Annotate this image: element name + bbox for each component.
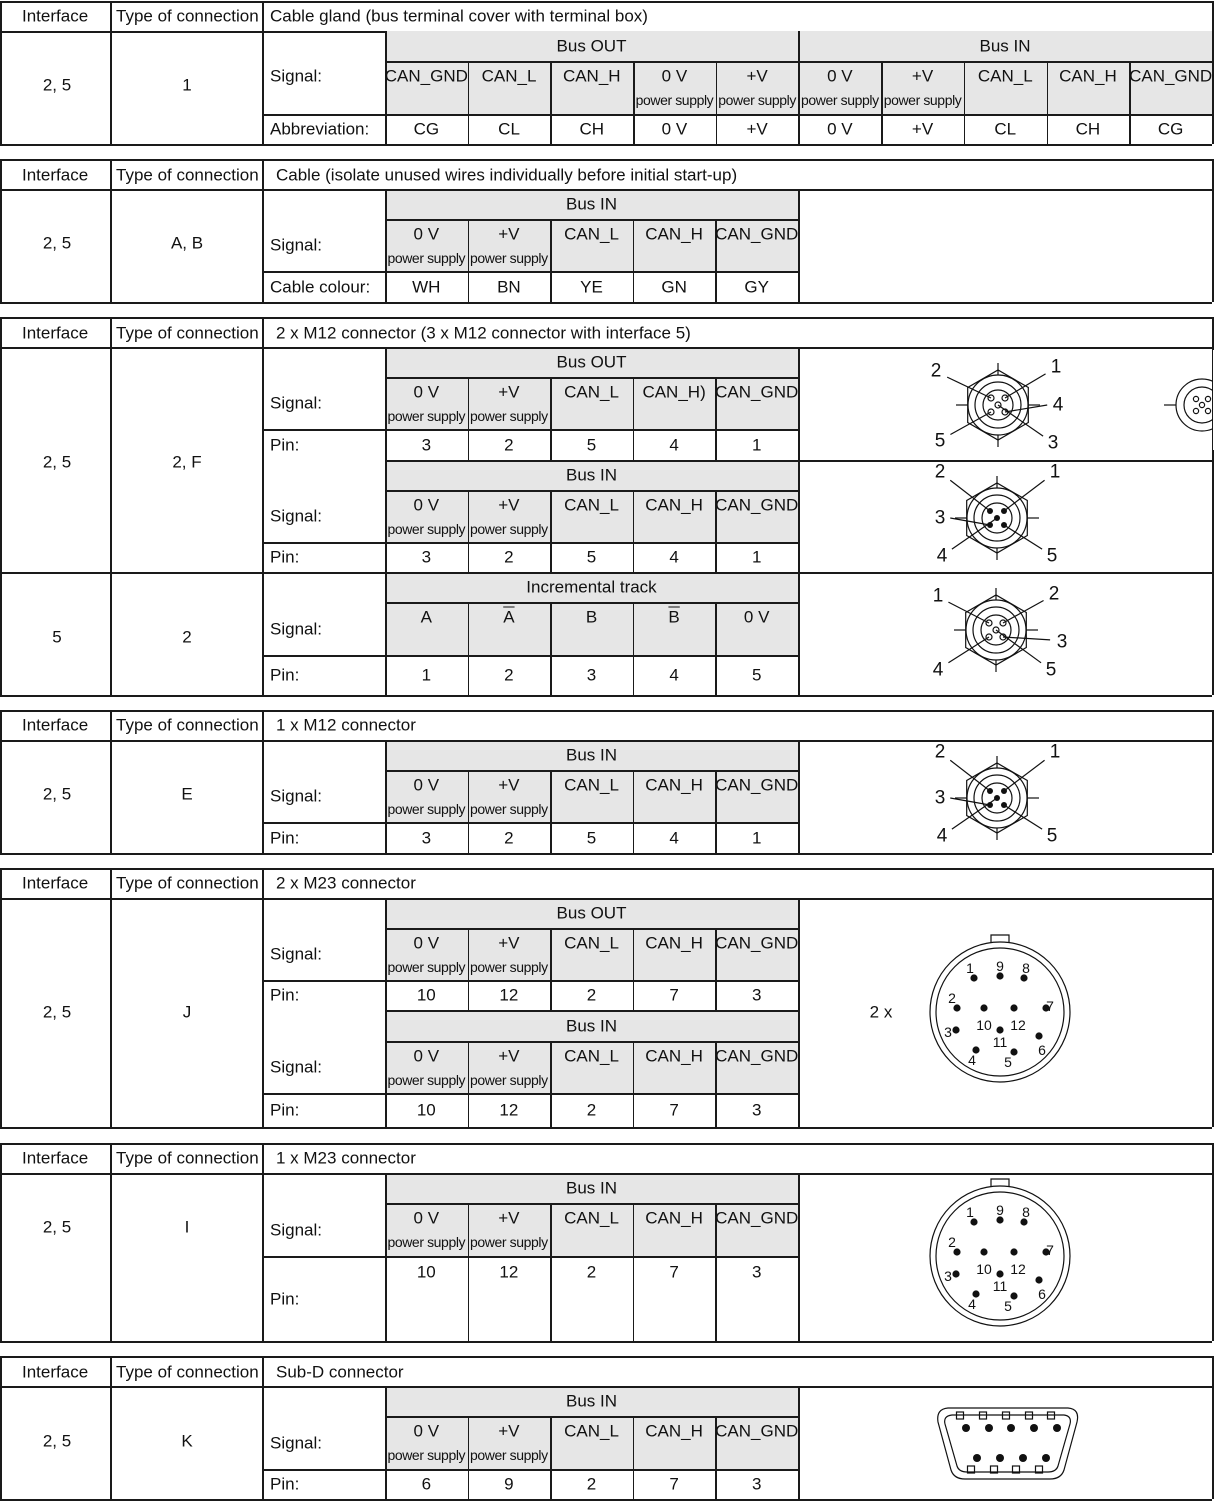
signal-cell: CAN_GND [384, 66, 468, 86]
pin-number-label: 2 [1048, 583, 1060, 605]
interface-value: 2, 5 [42, 784, 72, 804]
interface-header: Interface [22, 165, 89, 185]
signal-cell: CAN_L [564, 1421, 619, 1441]
signal-cell: +V [498, 1208, 520, 1228]
power-supply-note: power supply [387, 250, 466, 266]
pin-number-label: 1 [1049, 741, 1061, 763]
type-header: Type of connection [116, 165, 259, 185]
pin-number-label: 1 [966, 1204, 974, 1220]
abbreviation-cell: CH [579, 119, 605, 139]
interface-header: Interface [22, 1148, 89, 1168]
pin-number-label: 5 [1004, 1054, 1012, 1070]
abbreviation-cell: +V [746, 119, 768, 139]
pin-dot [1030, 1424, 1038, 1432]
m12-connector-icon [950, 476, 1044, 560]
signal-label: Signal: [270, 66, 322, 86]
signal-cell: CAN_GND [715, 1421, 799, 1441]
pin-cell: 4 [669, 435, 679, 454]
signal-cell: 0 V [413, 224, 440, 244]
power-supply-note: power supply [470, 1234, 548, 1250]
abbreviation-cell: CL [994, 119, 1017, 139]
pin-cell: 7 [669, 1100, 679, 1120]
type-header: Type of connection [116, 323, 259, 343]
type-header: Type of connection [116, 873, 259, 893]
signal-cell: CAN_H [645, 775, 703, 795]
signal-label: Signal: [270, 786, 322, 806]
pin-cell: 12 [499, 1262, 519, 1282]
table-title: 2 x M12 connector (3 x M12 connector with interface 5) [276, 323, 691, 343]
leader-line [950, 480, 990, 511]
pin-dot [1035, 1276, 1042, 1283]
pin-number-label: 10 [976, 1017, 992, 1033]
pin-dot [1042, 1454, 1050, 1462]
interface-header: Interface [22, 873, 89, 893]
pin-cell: 2 [504, 665, 514, 685]
power-supply-note: power supply [387, 1072, 466, 1088]
signal-cell: $\overline{B}$ [668, 607, 680, 627]
pin-dot [996, 1270, 1003, 1277]
signal-cell: CAN_GND [715, 1208, 799, 1228]
type-value: A, B [170, 233, 204, 253]
pin-cell: 7 [669, 1474, 679, 1494]
pin-number-label: 5 [1046, 825, 1058, 847]
abbreviation-cell: 0 V [661, 119, 688, 139]
section-label: Bus IN [979, 36, 1031, 56]
pin-cell: 5 [586, 828, 597, 847]
pin-number-label: 3 [944, 1268, 952, 1284]
leader-line [950, 760, 990, 791]
power-supply-note: power supply [470, 959, 548, 975]
table-title: Cable (isolate unused wires individually before initial start-up) [276, 165, 738, 185]
pin-cell: 4 [669, 547, 679, 567]
row-label: Pin: [270, 1100, 300, 1120]
multiplier-label: 2 x [869, 1002, 893, 1022]
row-label: Pin: [270, 985, 300, 1005]
pin-cell: 2 [586, 985, 597, 1005]
pin-number-label: 9 [996, 1202, 1004, 1218]
interface-header: Interface [22, 1362, 89, 1382]
power-supply-note: power supply [387, 408, 466, 424]
pin-cell: 4 [669, 665, 679, 685]
section-label: Bus IN [565, 1391, 618, 1411]
leader-line [948, 602, 989, 623]
signal-cell: 0 V [661, 66, 688, 86]
section-label: Bus IN [565, 465, 618, 485]
power-supply-note: power supply [635, 92, 714, 108]
pin-cell: 7 [669, 1262, 679, 1282]
socket-hole [1205, 408, 1210, 413]
pin-number-label: 8 [1022, 960, 1030, 976]
power-supply-note: power supply [470, 1447, 548, 1463]
signal-label: Signal: [270, 235, 322, 255]
pin-dot [1007, 1424, 1015, 1432]
interface-value: 2, 5 [42, 452, 72, 472]
signal-label: Signal: [270, 1057, 322, 1077]
pin-number-label: 1 [932, 585, 944, 607]
abbreviation-cell: CH [1075, 119, 1101, 139]
pin-number-label: 7 [1046, 1242, 1054, 1258]
row-label: Pin: [270, 665, 300, 685]
signal-cell: CAN_GND [715, 1046, 799, 1066]
type-value: 2, F [172, 452, 202, 472]
pin-dot [980, 1004, 987, 1011]
signal-label: Signal: [270, 506, 322, 526]
socket-hole [1193, 408, 1198, 413]
pin-cell: 2 [586, 1262, 597, 1282]
pin-cell: 2 [586, 1474, 597, 1494]
signal-cell: CAN_L [564, 224, 619, 244]
power-supply-note: power supply [470, 250, 548, 266]
pin-cell: 5 [751, 665, 762, 685]
pin-cell: 5 [586, 547, 597, 567]
pin-cell: 10 [416, 985, 436, 1005]
pin-cell: 9 [504, 1474, 514, 1494]
pin-cell: 3 [751, 985, 762, 1005]
power-supply-note: power supply [883, 92, 962, 108]
pin-number-label: 4 [968, 1052, 976, 1068]
signal-cell: CAN_H [645, 495, 703, 515]
signal-label: Signal: [270, 1220, 322, 1239]
pin-number-label: 5 [934, 430, 946, 452]
type-header: Type of connection [116, 1148, 259, 1168]
socket-hole [1205, 396, 1210, 401]
interface-value: 2, 5 [42, 1217, 72, 1237]
pin-number-label: 2 [934, 461, 946, 483]
interface-value: 5 [52, 627, 62, 647]
signal-cell: +V [498, 933, 520, 953]
power-supply-note: power supply [387, 521, 466, 537]
power-supply-note: power supply [470, 408, 548, 424]
sub-d-connector-icon [938, 1408, 1078, 1479]
leader-line [950, 798, 990, 805]
interface-header: Interface [22, 323, 89, 343]
pin-cell: 10 [416, 1100, 436, 1120]
signal-cell: CAN_H [562, 66, 621, 86]
m12-connector-icon-partial [1164, 350, 1227, 450]
pin-number-label: 11 [992, 1278, 1008, 1294]
section-label: Bus OUT [556, 352, 627, 372]
pin-number-label: 5 [1046, 545, 1058, 567]
m12-connector-icon [947, 363, 1047, 447]
pin-cell: 12 [499, 1100, 519, 1120]
pin-dot [962, 1424, 970, 1432]
row-label: Pin: [270, 435, 300, 454]
table-title: 2 x M23 connector [276, 873, 416, 893]
signal-cell: CAN_L [564, 775, 619, 795]
pin-number-label: 12 [1010, 1017, 1026, 1033]
pin-number-label: 2 [948, 1234, 956, 1250]
pin-dot [996, 1454, 1004, 1462]
pin-cell: 3 [751, 1474, 762, 1494]
signal-cell: CAN_H) [642, 382, 706, 402]
pin-dot [1035, 1032, 1042, 1039]
signal-cell: 0 V [413, 1208, 440, 1228]
signal-cell: CAN_GND [715, 495, 799, 515]
interface-header: Interface [22, 6, 89, 26]
pin-cell: 2 [504, 547, 514, 567]
power-supply-note: power supply [387, 801, 466, 817]
shell-inner [945, 1415, 1071, 1472]
signal-label: Signal: [270, 1433, 322, 1452]
m12-connector-icon [950, 756, 1044, 840]
signal-cell: 0 V [743, 607, 770, 627]
signal-cell: 0 V [413, 933, 440, 953]
table-title: 1 x M12 connector [276, 715, 416, 735]
pin-number-label: 1 [1049, 461, 1061, 483]
signal-cell: CAN_L [564, 933, 619, 953]
power-supply-note: power supply [800, 92, 879, 108]
signal-cell: CAN_L [564, 1208, 619, 1228]
pin-number-label: 9 [996, 958, 1004, 974]
abbreviation-cell: CG [1157, 119, 1184, 139]
type-value: K [181, 1431, 193, 1451]
power-supply-note: power supply [470, 1072, 548, 1088]
type-value: I [184, 1217, 190, 1237]
signal-cell: +V [498, 224, 520, 244]
signal-cell: B [585, 607, 598, 627]
section-label: Bus IN [565, 194, 618, 214]
pin-cell: 3 [751, 1262, 762, 1282]
type-value: E [181, 784, 193, 804]
row-label: Cable colour: [270, 277, 371, 296]
section-label: Bus IN [565, 745, 618, 765]
row-label: Abbreviation: [270, 119, 370, 139]
pin-cell: 7 [669, 985, 679, 1005]
pin-number-label: 11 [992, 1034, 1008, 1050]
pin-cell: 3 [421, 547, 432, 567]
socket-hole [1193, 396, 1198, 401]
type-value: 2 [182, 627, 192, 647]
pin-cell: 1 [751, 828, 762, 847]
pin-number-label: 5 [1045, 659, 1057, 681]
pin-number-label: 3 [934, 507, 946, 529]
pin-dot [1010, 1004, 1017, 1011]
pin-dot [985, 1424, 993, 1432]
type-value: 1 [182, 75, 192, 95]
signal-cell: CAN_H [645, 1208, 703, 1228]
pin-number-label: 4 [936, 825, 948, 847]
signal-cell: 0 V [413, 1046, 440, 1066]
pin-cell: 3 [421, 828, 432, 847]
pin-cell: 3 [586, 665, 597, 685]
pin-cell: 10 [416, 1262, 436, 1282]
signal-cell: CAN_GND [715, 382, 799, 402]
signal-cell: A [420, 607, 432, 627]
pin-cell: 12 [499, 985, 519, 1005]
signal-cell: CAN_L [481, 66, 537, 86]
type-value: J [182, 1002, 192, 1022]
section-label: Bus IN [565, 1178, 618, 1198]
pin-number-label: 6 [1038, 1042, 1046, 1058]
power-supply-note: power supply [387, 959, 466, 975]
section-label: Incremental track [526, 577, 657, 597]
pin-dot [980, 1248, 987, 1255]
row-label: Pin: [270, 1474, 300, 1494]
interface-value: 2, 5 [42, 1002, 72, 1022]
pin-cell: 1 [421, 665, 432, 685]
pin-cell: WH [412, 277, 441, 296]
leader-line [1005, 405, 1047, 412]
abbreviation-cell: CG [413, 119, 440, 139]
pin-number-label: 3 [1056, 631, 1068, 653]
m12-connector-icon [948, 588, 1050, 672]
signal-cell: CAN_GND [715, 933, 799, 953]
signal-cell: 0 V [413, 382, 440, 402]
signal-cell: +V [498, 775, 520, 795]
pin-dot [996, 1026, 1003, 1033]
pin-cell: 2 [586, 1100, 597, 1120]
pin-number-label: 1 [1050, 356, 1062, 378]
abbreviation-cell: +V [911, 119, 934, 139]
signal-cell: CAN_H [645, 224, 703, 244]
section-label: Bus OUT [556, 903, 627, 923]
power-supply-note: power supply [387, 1234, 466, 1250]
pin-dot [1053, 1424, 1061, 1432]
pin-number-label: 7 [1046, 998, 1054, 1014]
signal-cell: $\overline{A}$ [503, 607, 515, 627]
interface-value: 2, 5 [42, 75, 72, 95]
leader-line [947, 377, 991, 398]
row-label: Pin: [270, 547, 300, 567]
power-supply-note: power supply [470, 801, 548, 817]
pin-dot [952, 1270, 959, 1277]
type-header: Type of connection [116, 715, 259, 735]
signal-cell: CAN_L [564, 495, 619, 515]
pin-number-label: 8 [1022, 1204, 1030, 1220]
pin-number-label: 3 [1047, 432, 1059, 454]
signal-label: Signal: [270, 944, 322, 964]
pin-cell: 3 [421, 435, 432, 454]
signal-cell: CAN_GND [715, 224, 799, 244]
pin-number-label: 5 [1004, 1298, 1012, 1314]
signal-cell: CAN_GND [1129, 66, 1213, 86]
interface-header: Interface [22, 715, 89, 735]
pin-number-label: 4 [1052, 394, 1064, 416]
socket-hole [1199, 402, 1204, 407]
power-supply-note: power supply [387, 1447, 466, 1463]
pin-cell: 6 [421, 1474, 432, 1494]
pin-cell: 2 [504, 435, 514, 454]
pin-number-label: 2 [948, 990, 956, 1006]
abbreviation-cell: 0 V [827, 119, 853, 139]
signal-cell: +V [498, 382, 520, 402]
signal-cell: CAN_H [645, 1046, 703, 1066]
signal-cell: +V [498, 495, 520, 515]
pin-number-label: 4 [968, 1296, 976, 1312]
section-label: Bus OUT [556, 36, 627, 56]
signal-cell: +V [746, 66, 768, 86]
row-label: Pin: [270, 1289, 300, 1308]
leader-line [948, 637, 989, 663]
signal-cell: 0 V [413, 495, 440, 515]
pin-cell: 1 [751, 547, 762, 567]
signal-cell: +V [498, 1046, 520, 1066]
signal-cell: CAN_GND [715, 775, 799, 795]
pin-number-label: 2 [934, 741, 946, 763]
pin-cell: 3 [751, 1100, 762, 1120]
pin-cell: GN [661, 277, 687, 296]
signal-cell: CAN_L [564, 382, 619, 402]
pin-number-label: 10 [976, 1261, 992, 1277]
signal-cell: +V [498, 1421, 520, 1441]
pin-number-label: 3 [934, 787, 946, 809]
row-label: Pin: [270, 828, 300, 847]
table-title: Cable gland (bus terminal cover with terminal box) [270, 6, 648, 26]
type-header: Type of connection [116, 1362, 259, 1382]
abbreviation-cell: CL [498, 119, 520, 139]
pin-cell: YE [580, 277, 603, 296]
pin-cell: 5 [586, 435, 597, 454]
signal-cell: 0 V [827, 66, 853, 86]
signal-cell: CAN_H [1059, 66, 1117, 86]
signal-cell: CAN_H [645, 1421, 703, 1441]
type-header: Type of connection [116, 6, 259, 26]
pin-dot [1019, 1454, 1027, 1462]
pin-number-label: 3 [944, 1024, 952, 1040]
pin-number-label: 6 [1038, 1286, 1046, 1302]
interface-value: 2, 5 [42, 233, 72, 253]
table-title: Sub-D connector [276, 1362, 404, 1382]
signal-cell: 0 V [413, 775, 440, 795]
pin-cell: GY [744, 277, 769, 296]
pin-cell: 2 [504, 828, 514, 847]
pin-dot [1010, 1248, 1017, 1255]
power-supply-note: power supply [470, 521, 548, 537]
signal-label: Signal: [270, 619, 322, 638]
pin-number-label: 4 [932, 659, 944, 681]
signal-cell: CAN_L [977, 66, 1033, 86]
interface-value: 2, 5 [42, 1431, 72, 1451]
pin-number-label: 12 [1010, 1261, 1026, 1277]
table-title: 1 x M23 connector [276, 1148, 416, 1168]
signal-cell: 0 V [413, 1421, 440, 1441]
section-label: Bus IN [565, 1016, 618, 1035]
pin-number-label: 4 [936, 545, 948, 567]
mask [1213, 350, 1227, 450]
pin-dot [952, 1026, 959, 1033]
signal-cell: CAN_H [645, 933, 703, 953]
pin-cell: BN [497, 277, 521, 296]
power-supply-note: power supply [718, 92, 796, 108]
signal-cell: CAN_L [564, 1046, 619, 1066]
pin-dot [973, 1454, 981, 1462]
pin-number-label: 2 [930, 360, 942, 382]
signal-label: Signal: [270, 393, 322, 413]
pin-cell: 1 [751, 435, 762, 454]
signal-cell: +V [911, 66, 934, 86]
leader-line [950, 518, 990, 525]
pin-cell: 4 [669, 828, 679, 847]
pin-number-label: 1 [966, 960, 974, 976]
